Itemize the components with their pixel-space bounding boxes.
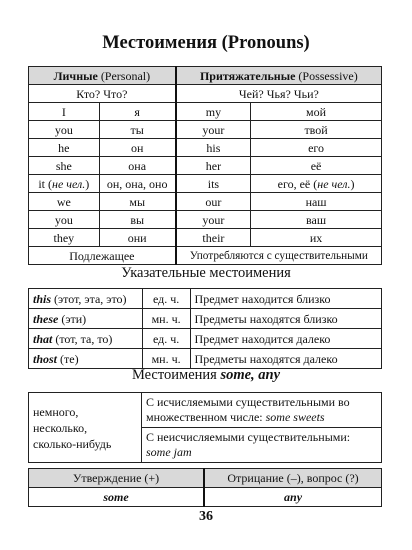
possessive-ru: твой — [251, 121, 382, 139]
some-word: some — [29, 488, 205, 507]
personal-ru: он — [99, 139, 176, 157]
possessive-en: their — [176, 229, 251, 247]
countable-usage: С исчисляемыми существительными во множественном числе: some sweets — [142, 393, 382, 428]
grammatical-number: мн. ч. — [142, 309, 190, 329]
personal-footer: Подлежащее — [29, 247, 176, 265]
pronoun-row — [29, 139, 382, 157]
possessive-questions: Чей? Чья? Чьи? — [176, 85, 382, 103]
demonstrative-meaning: Предмет находится близко — [190, 289, 381, 309]
page-title: Местоимения (Pronouns) — [102, 33, 310, 53]
demonstrative-word: this (этот, эта, это) — [29, 289, 143, 309]
demonstrative-row — [29, 289, 382, 309]
possessive-ru: ваш — [251, 211, 382, 229]
pronoun-row — [29, 121, 382, 139]
pronouns-footer-row — [29, 247, 382, 265]
personal-ru: он, она, оно — [99, 175, 176, 193]
demonstrative-word: that (тот, та, то) — [29, 329, 143, 349]
pronoun-row — [29, 175, 382, 193]
personal-en: she — [29, 157, 100, 175]
pronoun-row — [29, 103, 382, 121]
personal-header: Личные (Personal) — [29, 67, 176, 85]
demonstrative-meaning: Предмет находится далеко — [190, 329, 381, 349]
personal-en: I — [29, 103, 100, 121]
personal-en: he — [29, 139, 100, 157]
grammatical-number: ед. ч. — [142, 289, 190, 309]
personal-ru: я — [99, 103, 176, 121]
uncountable-usage: С неисчисляемыми существительными: some jam — [142, 428, 382, 463]
pronoun-row — [29, 193, 382, 211]
demonstrative-word: thost (те) — [29, 349, 143, 369]
usage-header-row — [29, 469, 382, 488]
possessive-en: her — [176, 157, 251, 175]
demonstrative-table — [28, 288, 382, 369]
any-word: any — [204, 488, 381, 507]
personal-ru: ты — [99, 121, 176, 139]
possessive-ru: его, её (не чел.) — [251, 175, 382, 193]
possessive-ru: её — [251, 157, 382, 175]
personal-questions: Кто? Что? — [29, 85, 176, 103]
demonstrative-meaning: Предметы находятся близко — [190, 309, 381, 329]
pronoun-row — [29, 157, 382, 175]
personal-ru: она — [99, 157, 176, 175]
demonstrative-row — [29, 309, 382, 329]
pronouns-header-row — [29, 67, 382, 85]
pronouns-table — [28, 66, 382, 265]
demonstrative-row — [29, 349, 382, 369]
personal-ru: вы — [99, 211, 176, 229]
negative-header: Отрицание (–), вопрос (?) — [204, 469, 381, 488]
some-any-row — [29, 393, 382, 428]
page-number: 36 — [199, 509, 213, 524]
possessive-en: our — [176, 193, 251, 211]
demonstrative-meaning: Предметы находятся далеко — [190, 349, 381, 369]
personal-ru: мы — [99, 193, 176, 211]
usage-table — [28, 468, 382, 507]
personal-en: it (не чел.) — [29, 175, 100, 193]
possessive-en: your — [176, 121, 251, 139]
personal-en: you — [29, 211, 100, 229]
personal-ru: они — [99, 229, 176, 247]
demonstrative-heading: Указательные местоимения — [121, 265, 291, 281]
personal-en: they — [29, 229, 100, 247]
personal-en: we — [29, 193, 100, 211]
possessive-ru: наш — [251, 193, 382, 211]
demonstrative-word: these (эти) — [29, 309, 143, 329]
possessive-ru: мой — [251, 103, 382, 121]
personal-en: you — [29, 121, 100, 139]
possessive-header: Притяжательные (Possessive) — [176, 67, 382, 85]
possessive-en: your — [176, 211, 251, 229]
grammatical-number: мн. ч. — [142, 349, 190, 369]
pronoun-row — [29, 211, 382, 229]
affirmative-header: Утверждение (+) — [29, 469, 205, 488]
pronoun-row — [29, 229, 382, 247]
grammatical-number: ед. ч. — [142, 329, 190, 349]
demonstrative-row — [29, 329, 382, 349]
possessive-ru: их — [251, 229, 382, 247]
possessive-ru: его — [251, 139, 382, 157]
some-meaning: немного, несколько, сколько-нибудь — [29, 393, 142, 463]
questions-row — [29, 85, 382, 103]
possessive-footer: Употребляются с существительными — [176, 247, 382, 265]
possessive-en: his — [176, 139, 251, 157]
some-any-heading: Местоимения some, any — [131, 367, 281, 383]
some-any-table — [28, 392, 382, 463]
possessive-en: my — [176, 103, 251, 121]
possessive-en: its — [176, 175, 251, 193]
usage-row — [29, 488, 382, 507]
